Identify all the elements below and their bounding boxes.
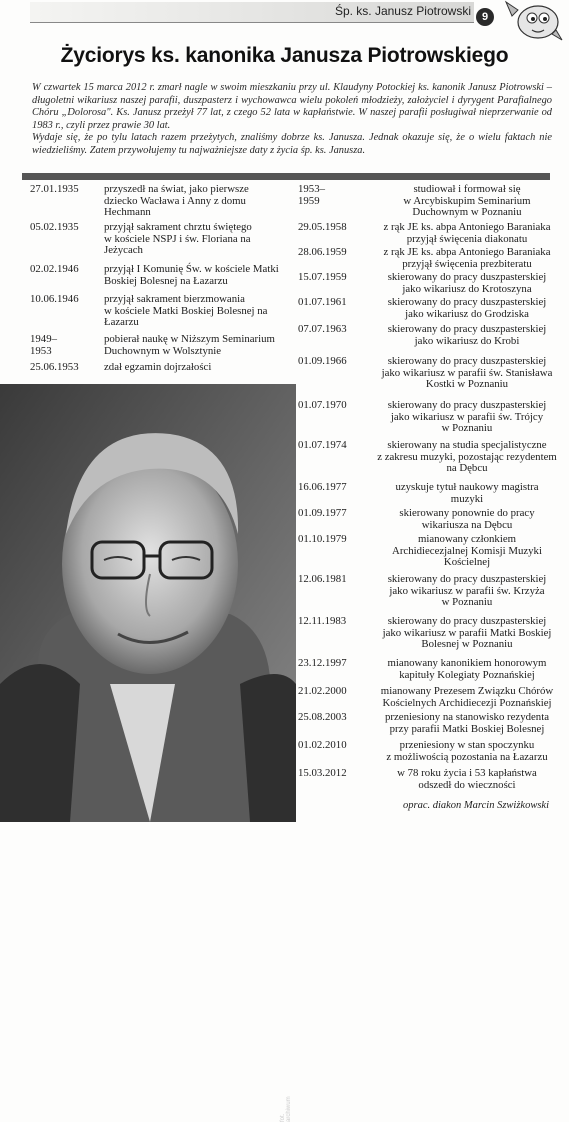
entry-text: w 78 roku życia i 53 kapłaństwa odszedł do wieczności — [397, 767, 537, 791]
entry-text: uzyskuje tytuł naukowy magistra muzyki — [395, 481, 539, 505]
entry-date: 21.02.2000 — [298, 685, 347, 697]
entry-date: 23.12.1997 — [298, 657, 347, 669]
entry-text: zdał egzamin dojrzałości — [104, 361, 212, 373]
entry-date: 1953–1959 — [298, 183, 325, 207]
entry-text: skierowany na studia specjalistyczne z zakresu muzyki, pozostając rezydentem na Dębcu — [377, 439, 557, 475]
entry-date: 28.06.1959 — [298, 246, 347, 258]
entry-text: skierowany ponownie do pracy wikariusza na Dębcu — [399, 507, 535, 531]
entry-text: przyjął sakrament bierzmowania w kościele Matki Boskiej Bolesnej na Łazarzu — [104, 293, 268, 329]
entry-date: 01.09.1966 — [298, 355, 347, 367]
entry-date: 05.02.1935 — [30, 221, 79, 233]
entry-text: skierowany do pracy duszpasterskiej jako wikariusz w parafii Matki Boskiej Bolesnej w Poznaniu — [382, 615, 552, 651]
entry-text: skierowany do pracy duszpasterskiej jako wikariusz do Krobi — [387, 323, 547, 347]
intro-paragraph: Wydaje się, że po tylu latach razem przeżytych, znaliśmy dobrze ks. Janusza. Jednak okazuje się, że o wielu faktach nie wiedzieliśmy. Zatem przywołujemy tu najważniejsze daty z życia śp. ks. Janusza. — [32, 132, 552, 156]
entry-text: mianowany Prezesem Związku Chórów Kościelnych Archidiecezji Poznańskiej — [380, 685, 554, 709]
entry-text: mianowany kanonikiem honorowym kapituły Kolegiaty Poznańskiej — [387, 657, 547, 681]
entry-text: przeniesiony na stanowisko rezydenta przy parafii Matki Boskiej Bolesnej — [385, 711, 549, 735]
timeline-left-column — [30, 184, 300, 384]
header-running-title: Śp. ks. Janusz Piotrowski — [334, 4, 471, 18]
entry-text: z rąk JE ks. abpa Antoniego Baraniaka przyjął święcenia diakonatu — [383, 221, 551, 245]
page-number: 9 — [476, 8, 494, 26]
entry-text: mianowany członkiem Archidiecezjalnej Komisji Muzyki Kościelnej — [392, 533, 542, 569]
intro-paragraph: W czwartek 15 marca 2012 r. zmarł nagle w swoim mieszkaniu przy ul. Klaudyny Potockiej ks. kanonik Janusz Piotrowski – długoletni wikariusz naszej parafii, duszpasterz i wychowawca wielu pokoleń młodzieży, założyciel i dyrygent Parafialnego Chóru „Dolorosa". Ks. Janusz przeżył 77 lat, z czego 52 lata w kapłaństwie. W naszej parafii posługiwał nieprzerwanie od 1983 r., czyli przez prawie 30 lat. — [32, 82, 552, 131]
entry-text: przyjął I Komunię Św. w kościele Matki Boskiej Bolesnej na Łazarzu — [104, 263, 279, 287]
entry-text: skierowany do pracy duszpasterskiej jako wikariusz do Krotoszyna — [387, 271, 547, 295]
entry-date: 1949–1953 — [30, 333, 57, 357]
entry-date: 25.06.1953 — [30, 361, 79, 373]
entry-date: 15.07.1959 — [298, 271, 347, 283]
mascot-logo-icon — [498, 0, 564, 44]
entry-date: 01.09.1977 — [298, 507, 347, 519]
section-divider — [22, 173, 550, 180]
entry-text: skierowany do pracy duszpasterskiej jako wikariusz w parafii św. Stanisława Kostki w Poznaniu — [381, 355, 553, 391]
entry-date: 12.06.1981 — [298, 573, 347, 585]
entry-date: 25.08.2003 — [298, 711, 347, 723]
entry-date: 16.06.1977 — [298, 481, 347, 493]
entry-text: przeniesiony w stan spoczynku z możliwością pozostania na Łazarzu — [386, 739, 548, 763]
entry-date: 07.07.1963 — [298, 323, 347, 335]
entry-date: 01.02.2010 — [298, 739, 347, 751]
entry-text: skierowany do pracy duszpasterskiej jako wikariusz w parafii św. Trójcy w Poznaniu — [387, 399, 547, 435]
portrait-photo — [0, 384, 296, 1122]
entry-date: 01.10.1979 — [298, 533, 347, 545]
entry-date: 01.07.1970 — [298, 399, 347, 411]
entry-date: 15.03.2012 — [298, 767, 347, 779]
entry-date: 12.11.1983 — [298, 615, 347, 627]
entry-text: przyszedł na świat, jako pierwsze dziecko Wacława i Anny z domu Hechmann — [104, 183, 249, 219]
page-title: Życiorys ks. kanonika Janusza Piotrowskiego — [60, 44, 509, 67]
entry-text: z rąk JE ks. abpa Antoniego Baraniaka przyjął święcenia prezbiteratu — [383, 246, 551, 270]
entry-date: 27.01.1935 — [30, 183, 79, 195]
entry-text: skierowany do pracy duszpasterskiej jako wikariusz do Grodziska — [387, 296, 547, 320]
entry-text: pobierał naukę w Niższym Seminarium Duchownym w Wolsztynie — [104, 333, 275, 357]
timeline-right-column — [298, 184, 566, 804]
portrait-illustration — [0, 384, 296, 822]
entry-date: 02.02.1946 — [30, 263, 79, 275]
author-credit: oprac. diakon Marcin Szwiżkowski — [402, 800, 549, 811]
entry-text: skierowany do pracy duszpasterskiej jako wikariusz w parafii św. Krzyża w Poznaniu — [387, 573, 547, 609]
page-header — [0, 0, 569, 28]
entry-date: 10.06.1946 — [30, 293, 79, 305]
entry-text: przyjął sakrament chrztu świętego w kościele NSPJ i św. Floriana na Jeżycach — [104, 221, 252, 257]
photo-credit: fot. archiwum — [280, 1096, 292, 1122]
entry-date: 01.07.1974 — [298, 439, 347, 451]
entry-date: 29.05.1958 — [298, 221, 347, 233]
entry-date: 01.07.1961 — [298, 296, 347, 308]
entry-text: studiował i formował się w Arcybiskupim Seminarium Duchownym w Poznaniu — [403, 183, 531, 219]
intro-text — [32, 82, 552, 158]
